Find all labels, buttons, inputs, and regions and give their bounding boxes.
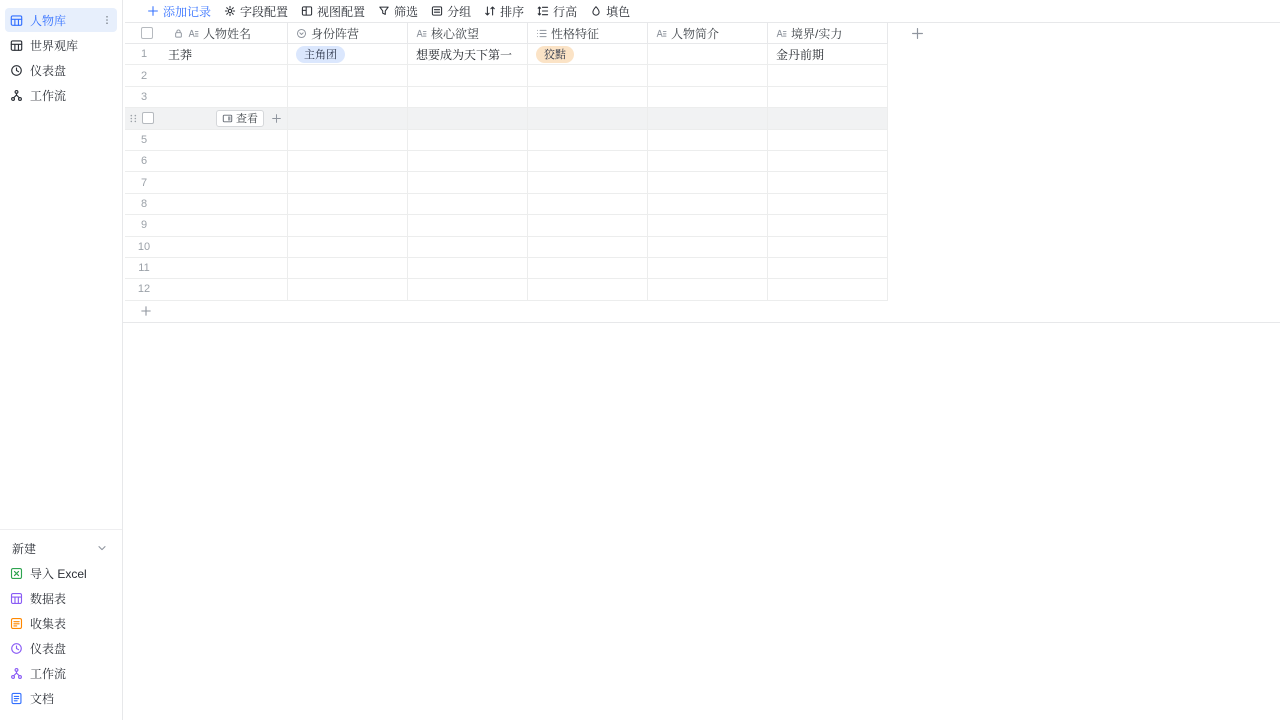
- new-item-data-table[interactable]: [0, 586, 122, 611]
- view-record-button-label: 查看: [236, 113, 258, 126]
- toolbar-button-label: 字段配置: [240, 4, 289, 19]
- new-item-label: 收集表: [30, 617, 67, 631]
- plus-icon: [140, 305, 152, 317]
- column-header-realm-strength[interactable]: [768, 23, 888, 43]
- column-header-identity-faction[interactable]: [288, 23, 408, 43]
- table-cell[interactable]: [288, 151, 408, 171]
- table-cell[interactable]: [408, 194, 528, 214]
- row-number: 6: [140, 155, 148, 168]
- table-cell[interactable]: [288, 87, 408, 107]
- row-number: 10: [137, 240, 151, 253]
- table-cell[interactable]: [648, 65, 768, 85]
- fill-color-button[interactable]: [590, 3, 630, 20]
- table-cell[interactable]: [528, 44, 648, 64]
- sidebar-item-label: 仪表盘: [30, 64, 67, 78]
- column-header-label: 核心欲望: [431, 26, 480, 41]
- expand-record-icon: [222, 113, 233, 124]
- table-cell[interactable]: [528, 279, 648, 299]
- toolbar-button-label: 分组: [447, 4, 472, 19]
- table-cell[interactable]: [288, 258, 408, 278]
- table-cell[interactable]: [648, 237, 768, 257]
- single-select-icon: [296, 28, 307, 39]
- table-row: [125, 172, 888, 193]
- main-area: [123, 0, 1280, 720]
- drag-handle-icon[interactable]: [128, 113, 139, 124]
- sidebar-item-label: 世界观库: [30, 39, 79, 53]
- table-cell[interactable]: [768, 194, 888, 214]
- table-cell[interactable]: [648, 172, 768, 192]
- plus-icon: [911, 27, 924, 40]
- more-vertical-icon[interactable]: [101, 14, 113, 26]
- table-cell[interactable]: [288, 215, 408, 235]
- dashboard-clock-icon: [10, 64, 23, 77]
- row-name-cell[interactable]: [125, 279, 288, 299]
- table-icon: [10, 39, 23, 52]
- new-item-collect-form[interactable]: [0, 611, 122, 636]
- sidebar-item-label: 人物库: [30, 13, 67, 28]
- new-item-dashboard[interactable]: [0, 636, 122, 661]
- select-all-checkbox[interactable]: [141, 27, 153, 39]
- toolbar-button-label: 视图配置: [317, 4, 366, 19]
- column-header-label: 性格特征: [551, 26, 600, 41]
- column-header-character-name[interactable]: [125, 23, 288, 43]
- grid-body: [125, 44, 888, 301]
- row-number: 2: [140, 69, 148, 82]
- text-field-icon: [776, 28, 787, 39]
- table-cell[interactable]: [648, 130, 768, 150]
- table-cell[interactable]: [288, 279, 408, 299]
- dashboard-clock-icon: [10, 642, 23, 655]
- table-row: [125, 237, 888, 258]
- column-header-character-bio[interactable]: [648, 23, 768, 43]
- sidebar-item-label: 工作流: [30, 89, 67, 103]
- table-cell[interactable]: [288, 130, 408, 150]
- column-header-label: 身份阵营: [311, 26, 360, 41]
- table-row: [125, 108, 888, 129]
- grid-header-row: [125, 22, 888, 44]
- data-grid: [125, 22, 888, 322]
- row-height-icon: [537, 5, 549, 17]
- row-number: 3: [140, 90, 148, 103]
- new-item-label: 数据表: [30, 592, 67, 606]
- table-cell[interactable]: [528, 87, 648, 107]
- plus-icon: [147, 5, 159, 17]
- table-cell[interactable]: [528, 194, 648, 214]
- table-toolbar: [123, 0, 1280, 22]
- row-height-button[interactable]: [537, 3, 577, 20]
- toolbar-button-label: 筛选: [394, 4, 419, 19]
- row-number: 9: [140, 219, 148, 232]
- column-header-label: 境界/实力: [791, 26, 843, 41]
- table-cell[interactable]: [408, 108, 528, 128]
- column-header-personality-traits[interactable]: [528, 23, 648, 43]
- sidebar-item-world-library[interactable]: [0, 33, 122, 58]
- table-cell[interactable]: [768, 215, 888, 235]
- row-number: 11: [138, 262, 150, 275]
- row-name-cell[interactable]: [125, 44, 288, 64]
- workflow-icon: [10, 89, 23, 102]
- filter-icon: [378, 5, 390, 17]
- sidebar-item-dashboard[interactable]: [0, 58, 122, 83]
- field-meta: [173, 25, 251, 42]
- row-name-cell[interactable]: [125, 130, 288, 150]
- form-icon: [10, 617, 23, 630]
- table-cell[interactable]: [528, 151, 648, 171]
- row-number: 1: [140, 48, 148, 61]
- new-item-label: 文档: [30, 692, 55, 706]
- table-cell[interactable]: [768, 279, 888, 299]
- table-cell[interactable]: [408, 151, 528, 171]
- table-cell[interactable]: [648, 215, 768, 235]
- new-item-doc[interactable]: [0, 686, 122, 711]
- table-cell[interactable]: [408, 215, 528, 235]
- add-record-button[interactable]: [147, 3, 211, 20]
- table-cell[interactable]: [768, 258, 888, 278]
- sidebar-item-workflow[interactable]: [0, 83, 122, 108]
- row-name-cell[interactable]: [125, 151, 288, 171]
- sort-icon: [484, 5, 496, 17]
- table-row: [125, 87, 888, 108]
- text-field-icon: [188, 28, 199, 39]
- sidebar-item-character-library[interactable]: [5, 8, 117, 32]
- table-cell[interactable]: [528, 172, 648, 192]
- sidebar-new-section: [0, 529, 122, 720]
- group-button[interactable]: [431, 3, 471, 20]
- table-row: [125, 258, 888, 279]
- excel-icon: [10, 567, 23, 580]
- grid-bottom-divider: [123, 322, 1280, 323]
- table-cell[interactable]: [408, 279, 528, 299]
- text-field-icon: [416, 28, 427, 39]
- text-field-icon: [656, 28, 667, 39]
- row-name-cell[interactable]: [125, 87, 288, 107]
- table-cell[interactable]: [288, 44, 408, 64]
- row-number: 8: [140, 197, 148, 210]
- new-item-label: 仪表盘: [30, 642, 67, 656]
- table-cell[interactable]: [768, 44, 888, 64]
- toolbar-button-label: 添加记录: [163, 4, 212, 19]
- table-cell[interactable]: [648, 44, 768, 64]
- new-item-import-excel[interactable]: [0, 561, 122, 586]
- add-record-row[interactable]: [125, 301, 888, 322]
- table-cell[interactable]: [768, 151, 888, 171]
- table-cell[interactable]: [408, 172, 528, 192]
- filter-button[interactable]: [378, 3, 418, 20]
- table-cell[interactable]: [768, 172, 888, 192]
- toolbar-button-label: 排序: [500, 4, 525, 19]
- view-record-button[interactable]: [216, 110, 264, 127]
- new-item-workflow[interactable]: [0, 661, 122, 686]
- row-name-cell[interactable]: [125, 215, 288, 235]
- table-cell[interactable]: [408, 258, 528, 278]
- new-section-items: [0, 561, 122, 711]
- table-cell[interactable]: [408, 87, 528, 107]
- new-item-label: 工作流: [30, 667, 67, 681]
- table-cell[interactable]: [288, 194, 408, 214]
- table-cell[interactable]: [408, 65, 528, 85]
- table-row: [125, 44, 888, 65]
- select-option-tag: 狡黠: [536, 46, 574, 63]
- cell-text: 王莽: [168, 47, 193, 62]
- group-icon: [431, 5, 443, 17]
- row-name-cell[interactable]: [125, 237, 288, 257]
- column-header-label: 人物姓名: [203, 26, 252, 41]
- table-cell[interactable]: [288, 237, 408, 257]
- row-checkbox[interactable]: [142, 112, 154, 124]
- sort-button[interactable]: [484, 3, 524, 20]
- cell-text: 想要成为天下第一: [416, 47, 513, 62]
- insert-record-button[interactable]: [271, 113, 282, 124]
- row-name-cell[interactable]: [125, 65, 288, 85]
- table-cell[interactable]: [528, 65, 648, 85]
- table-cell[interactable]: [768, 87, 888, 107]
- new-section-header[interactable]: [0, 535, 122, 561]
- table-cell[interactable]: [648, 108, 768, 128]
- table-row: [125, 194, 888, 215]
- table-cell[interactable]: [648, 279, 768, 299]
- datatable-icon: [10, 592, 23, 605]
- row-name-cell[interactable]: [125, 194, 288, 214]
- table-cell[interactable]: [408, 237, 528, 257]
- row-name-cell[interactable]: [125, 172, 288, 192]
- lock-icon: [173, 28, 184, 39]
- table-cell[interactable]: [408, 44, 528, 64]
- table-cell[interactable]: [288, 172, 408, 192]
- table-cell[interactable]: [768, 130, 888, 150]
- column-header-core-desire[interactable]: [408, 23, 528, 43]
- toolbar-button-label: 填色: [606, 4, 631, 19]
- column-header-label: 人物简介: [671, 26, 720, 41]
- hovered-row-controls: [125, 108, 288, 128]
- row-number: 7: [140, 176, 148, 189]
- doc-icon: [10, 692, 23, 705]
- field-config-button[interactable]: [224, 3, 288, 20]
- add-field-button[interactable]: [888, 22, 1280, 44]
- table-cell[interactable]: [648, 87, 768, 107]
- row-number: 12: [137, 283, 151, 296]
- table-cell[interactable]: [408, 130, 528, 150]
- view-config-button[interactable]: [301, 3, 365, 20]
- table-row: [125, 215, 888, 236]
- table-cell[interactable]: [528, 215, 648, 235]
- row-name-cell[interactable]: [125, 258, 288, 278]
- table-cell[interactable]: [288, 108, 408, 128]
- table-cell[interactable]: [528, 258, 648, 278]
- new-section-label: 新建: [12, 541, 37, 556]
- multi-select-icon: [536, 28, 547, 39]
- table-icon: [10, 14, 23, 27]
- table-cell[interactable]: [768, 237, 888, 257]
- row-number: 5: [140, 133, 148, 146]
- toolbar-button-label: 行高: [553, 4, 578, 19]
- gear-icon: [224, 5, 236, 17]
- table-cell[interactable]: [648, 194, 768, 214]
- chevron-down-icon[interactable]: [96, 542, 108, 554]
- select-option-tag: 主角团: [296, 46, 345, 63]
- table-cell[interactable]: [768, 108, 888, 128]
- sidebar-table-list: [0, 8, 122, 108]
- table-cell[interactable]: [768, 65, 888, 85]
- table-cell[interactable]: [648, 151, 768, 171]
- table-cell[interactable]: [528, 237, 648, 257]
- cell-text: 金丹前期: [776, 47, 825, 62]
- fill-color-icon: [590, 5, 602, 17]
- table-cell[interactable]: [528, 108, 648, 128]
- table-row: [125, 65, 888, 86]
- table-row: [125, 130, 888, 151]
- sidebar: [0, 0, 123, 720]
- table-cell[interactable]: [288, 65, 408, 85]
- workflow-icon: [10, 667, 23, 680]
- table-cell[interactable]: [648, 258, 768, 278]
- table-row: [125, 279, 888, 300]
- view-config-icon: [301, 5, 313, 17]
- new-item-label: 导入 Excel: [30, 567, 87, 581]
- table-cell[interactable]: [528, 130, 648, 150]
- table-row: [125, 151, 888, 172]
